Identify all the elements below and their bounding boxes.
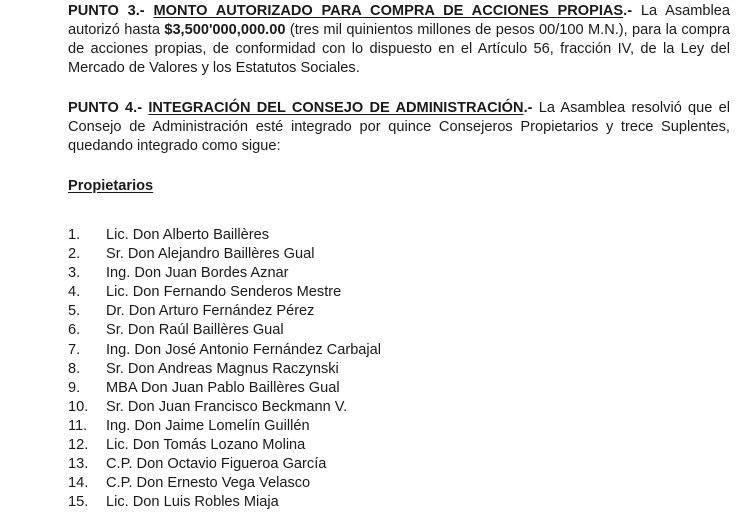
punto-4-title: INTEGRACIÓN DEL CONSEJO DE ADMINISTRACIÓN: [148, 100, 524, 116]
list-item: [68, 417, 381, 436]
list-item: [68, 302, 381, 321]
list-item-number: 7.: [68, 341, 81, 358]
list-item-name: Lic. Don Alberto Baillères: [106, 227, 270, 243]
list-item: [68, 245, 381, 264]
list-item: [68, 360, 381, 379]
list-item-name: Lic. Don Luis Robles Miaja: [106, 494, 279, 511]
list-item-number: 9.: [68, 379, 81, 396]
list-item-name: Lic. Don Tomás Lozano Molina: [106, 437, 306, 454]
list-item: [68, 493, 381, 512]
list-item-name: Sr. Don Alejandro Baillères Gual: [106, 246, 315, 263]
list-item-name: Lic. Don Fernando Senderos Mestre: [106, 284, 342, 301]
punto-3-title: MONTO AUTORIZADO PARA COMPRA DE ACCIONES PROPIAS: [153, 3, 624, 19]
list-item-number: 8.: [68, 360, 81, 377]
list-item-name: Sr. Don Andreas Magnus Raczynski: [106, 360, 339, 377]
propietarios-list: [68, 226, 381, 512]
list-item: [68, 283, 381, 302]
list-item-number: 13.: [68, 456, 89, 473]
list-item: [68, 455, 381, 474]
list-item: [68, 341, 381, 360]
list-item: [68, 264, 381, 283]
propietarios-heading: Propietarios: [68, 178, 154, 194]
list-item-number: 5.: [68, 303, 81, 320]
list-item-number: 11.: [68, 417, 88, 434]
list-item-number: 2.: [68, 246, 81, 263]
list-item-number: 4.: [68, 284, 81, 301]
punto-3-paragraph: [68, 2, 730, 78]
punto-3-title-suffix: .-: [623, 3, 633, 19]
punto-3-text-after-amount: (tres mil quinientos millones de pesos 00/100 M.N.), para la compra de acciones propias, de conformidad con lo dispuesto en el Artículo 56, fracción IV, de la Ley del Mercado de Valores y los Estatutos Sociales.: [68, 22, 730, 76]
list-item-number: 6.: [68, 322, 81, 339]
list-item-number: 14.: [68, 475, 89, 492]
punto-4-title-suffix: .-: [523, 100, 533, 116]
list-item-name: Ing. Don Jaime Lomelín Guillén: [106, 417, 310, 434]
list-item-name: Ing. Don Juan Bordes Aznar: [106, 265, 289, 282]
punto-3-text-before-amount: La Asamblea autorizó hasta: [68, 3, 730, 38]
list-item-name: Ing. Don José Antonio Fernández Carbajal: [106, 341, 382, 358]
list-item: [68, 474, 381, 493]
list-item-name: Dr. Don Arturo Fernández Pérez: [106, 303, 315, 320]
punto-4-text: La Asamblea resolvió que el Consejo de Administración esté integrado por quince Consejeros Propietarios y trece Suplentes, quedando integrado como sigue:: [68, 100, 730, 154]
punto-3-label: PUNTO 3.-: [68, 3, 145, 19]
list-item-name: Sr. Don Raúl Baillères Gual: [106, 322, 284, 339]
list-item-name: MBA Don Juan Pablo Baillères Gual: [106, 379, 340, 396]
list-item-number: 1.: [68, 227, 81, 243]
list-item: [68, 226, 381, 245]
list-item-number: 12.: [68, 437, 89, 454]
list-item-name: Sr. Don Juan Francisco Beckmann V.: [106, 398, 348, 415]
list-item-name: C.P. Don Ernesto Vega Velasco: [106, 475, 311, 492]
list-item-name: C.P. Don Octavio Figueroa García: [106, 456, 327, 473]
list-item-number: 3.: [68, 265, 81, 282]
list-item-number: 10.: [68, 398, 89, 415]
list-item-number: 15.: [68, 494, 89, 511]
list-item: [68, 379, 381, 398]
punto-4-label: PUNTO 4.-: [68, 100, 143, 116]
list-item: [68, 436, 381, 455]
list-item: [68, 321, 381, 340]
list-item: [68, 398, 381, 417]
punto-3-amount: $3,500'000,000.00: [164, 22, 286, 38]
punto-4-paragraph: [68, 99, 730, 156]
